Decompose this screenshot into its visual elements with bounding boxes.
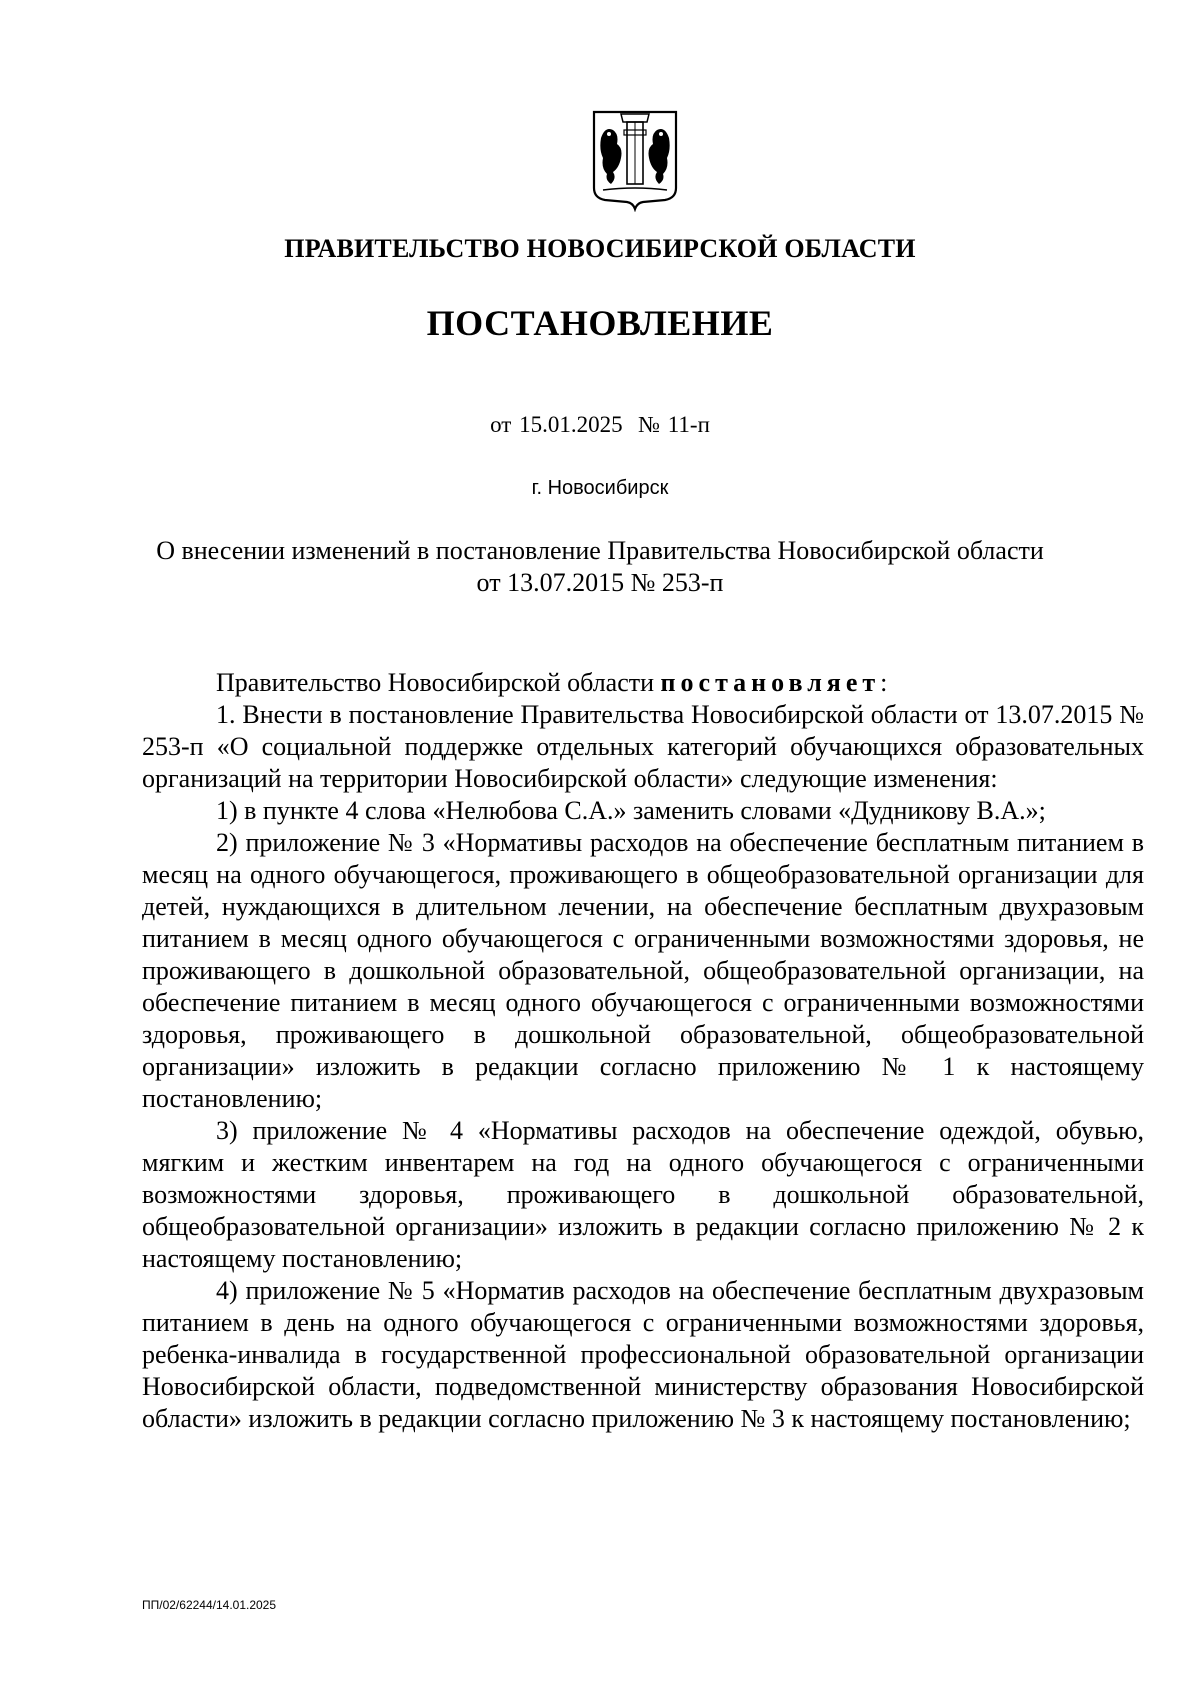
subject-line-2: от 13.07.2015 № 253-п [476, 568, 724, 597]
decree-colon: : [880, 668, 888, 697]
document-subject [120, 535, 1080, 599]
document-body [142, 667, 1144, 1435]
document-footer-code: ПП/02/62244/14.01.2025 [142, 1598, 277, 1612]
body-paragraph: 1. Внести в постановление Правительства Новосибирской области от 13.07.2015 № 253-п «О социальной поддержке отдельных категорий обучающихся образовательных организаций на территории Новосибирской области» следующие изменения: [142, 700, 1144, 793]
coat-of-arms [591, 108, 679, 212]
body-paragraph: 3) приложение № 4 «Нормативы расходов на обеспечение одеждой, обувью, мягким и жестким инвентарем на год на одного обучающегося с ограниченными возможностями здоровья, проживающего в дошкольной образовательной, общеобразовательной организации» изложить в редакции согласно приложению № 2 к настоящему постановлению; [142, 1116, 1144, 1273]
organization-title: ПРАВИТЕЛЬСТВО НОВОСИБИРСКОЙ ОБЛАСТИ [284, 234, 916, 263]
subject-line-1: О внесении изменений в постановление Правительства Новосибирской области [156, 536, 1044, 565]
document-type: ПОСТАНОВЛЕНИЕ [426, 303, 774, 343]
preamble-paragraph [142, 667, 1144, 699]
document-date-number: от 15.01.2025 № 11-п [490, 412, 710, 437]
preamble-text: Правительство Новосибирской области [216, 668, 661, 697]
novosibirsk-coat-of-arms-icon [591, 108, 679, 212]
body-paragraph: 4) приложение № 5 «Норматив расходов на обеспечение бесплатным двухразовым питанием в день на одного обучающегося с ограниченными возможностями здоровья, ребенка-инвалида в государственной профессиональной образовательной организации Новосибирской области, подведомственной министерству образования Новосибирской области» изложить в редакции согласно приложению № 3 к настоящему постановлению; [142, 1276, 1144, 1433]
body-paragraph: 1) в пункте 4 слова «Нелюбова С.А.» заменить словами «Дудникову В.А.»; [216, 796, 1046, 825]
decree-word: постановляет [660, 668, 881, 697]
body-paragraph: 2) приложение № 3 «Нормативы расходов на обеспечение бесплатным питанием в месяц на одного обучающегося, проживающего в общеобразовательной организации для детей, нуждающихся в длительном лечении, на обеспечение бесплатным двухразовым питанием в месяц одного обучающегося с ограниченными возможностями здоровья, не проживающего в дошкольной образовательной, общеобразовательной организации, на обеспечение питанием в месяц одного обучающегося с ограниченными возможностями здоровья, проживающего в дошкольной образовательной, общеобразовательной организации» изложить в редакции согласно приложению № 1 к настоящему постановлению; [142, 828, 1144, 1113]
document-place: г. Новосибирск [531, 477, 669, 499]
